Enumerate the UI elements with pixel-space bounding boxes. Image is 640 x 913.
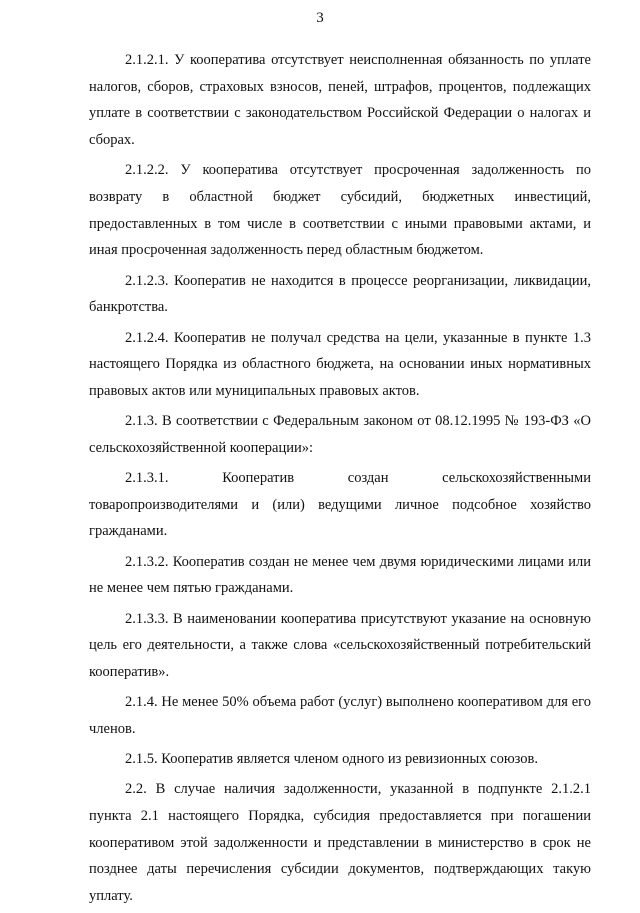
paragraph-2-1-5: 2.1.5. Кооператив является членом одного из ревизионных союзов. <box>125 751 539 768</box>
paragraph-2-1-4: 2.1.4. Не менее 50% объема работ (услуг) выполнено кооперативом для его членов. <box>89 694 591 737</box>
paragraph-2-1-2-1: 2.1.2.1. У кооператива отсутствует неисполненная обязанность по уплате налогов, сборов, страховых взносов, пеней, штрафов, процентов, подлежащих уплате в соответствии с законодательством Российской Федерации о налогах и сборах. <box>89 52 591 149</box>
paragraph-2-1-3-3: 2.1.3.3. В наименовании кооператива присутствуют указание на основную цель его деятельности, а также слова «сельскохозяйственный потребительский кооператив». <box>89 610 591 680</box>
document-body <box>89 47 591 913</box>
paragraph-2-1-3-2: 2.1.3.2. Кооператив создан не менее чем двумя юридическими лицами или не менее чем пятью гражданами. <box>89 553 591 597</box>
paragraph-2-1-2-4: 2.1.2.4. Кооператив не получал средства на цели, указанные в пункте 1.3 настоящего Порядка из областного бюджета, на основании иных нормативных правовых актов или муниципальных правовых актов. <box>89 329 591 399</box>
paragraph-2-1-3: 2.1.3. В соответствии с Федеральным законом от 08.12.1995 № 193-ФЗ «О сельскохозяйственной кооперации»: <box>89 413 591 456</box>
paragraph-2-2: 2.2. В случае наличия задолженности, указанной в подпункте 2.1.2.1 пункта 2.1 настоящего Порядка, субсидия предоставляется при погашении кооперативом этой задолженности и представлении в министерство в срок не позднее даты перечисления субсидии документов, подтверждающих такую уплату. <box>89 781 591 905</box>
paragraph-2-1-2-3: 2.1.2.3. Кооператив не находится в процессе реорганизации, ликвидации, банкротства. <box>89 272 591 316</box>
paragraph-2-1-3-1: 2.1.3.1. Кооператив создан сельскохозяйственными товаропроизводителями и (или) ведущими личное подсобное хозяйство гражданами. <box>89 470 591 540</box>
paragraph-2-1-2-2: 2.1.2.2. У кооператива отсутствует просроченная задолженность по возврату в областной бюджет субсидий, бюджетных инвестиций, предоставленных в том числе в соответствии с иными правовыми актами, и иная просроченная задолженность перед областным бюджетом. <box>89 162 591 259</box>
page-number: 3 <box>316 10 324 26</box>
